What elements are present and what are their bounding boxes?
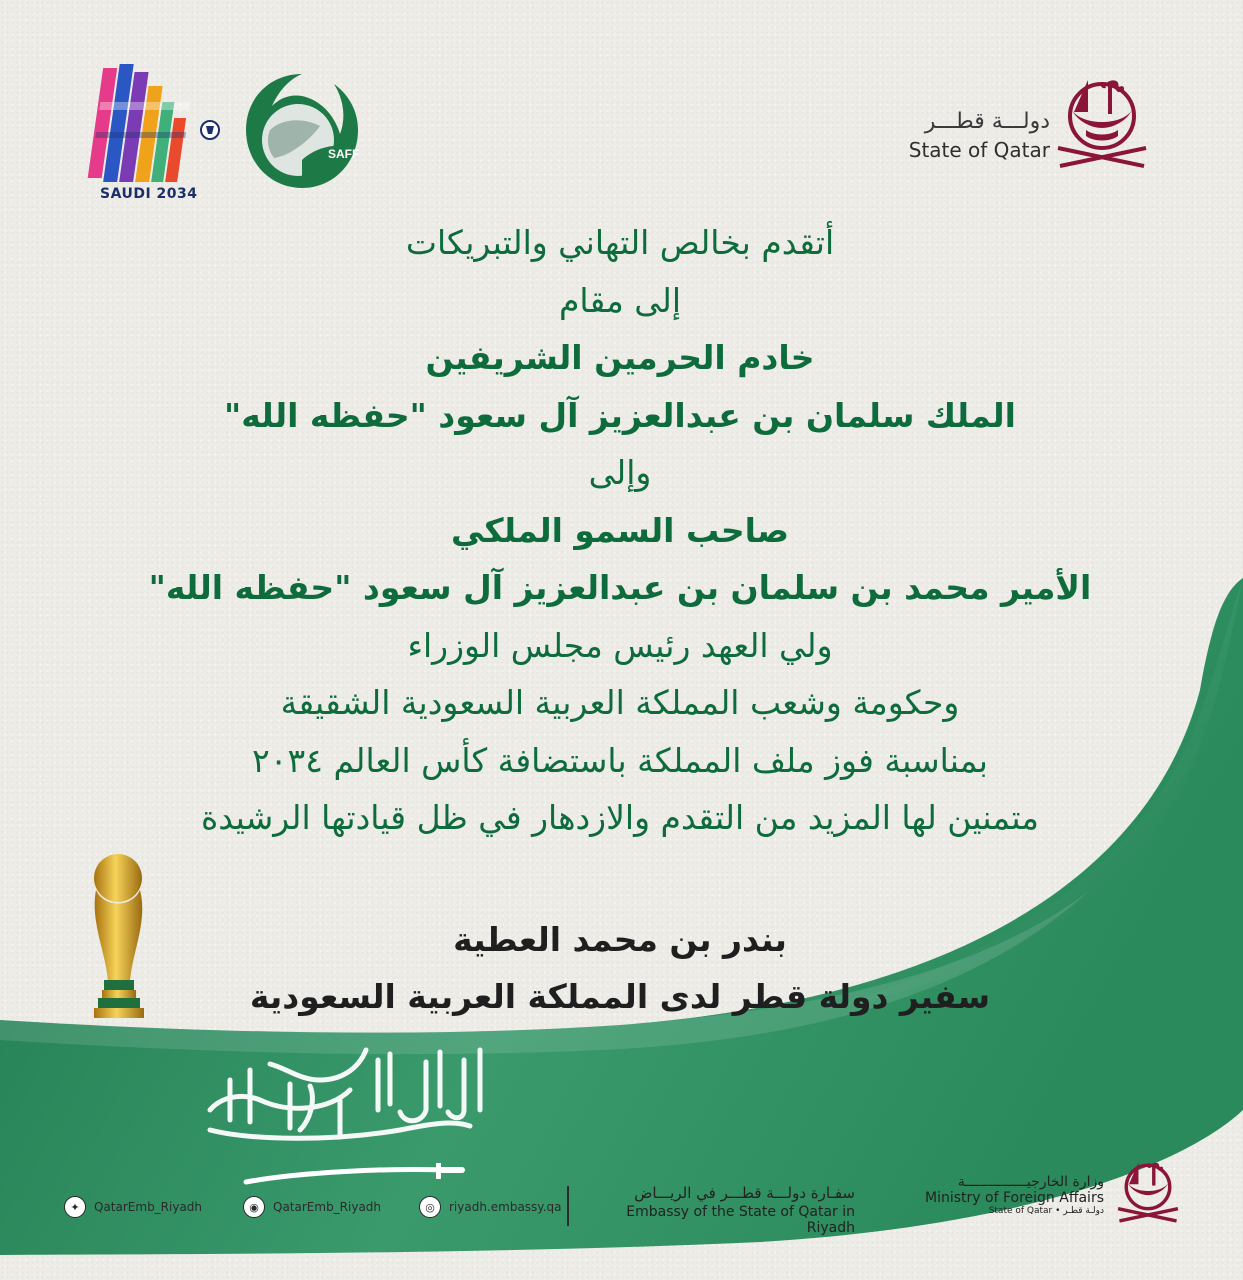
qatar-emblem-icon <box>1052 70 1152 174</box>
instagram-handle-text: QatarEmb_Riyadh <box>273 1200 382 1214</box>
letter-line-1: أتقدم بخالص التهاني والتبريكات <box>405 223 835 262</box>
twitter-handle[interactable] <box>64 1194 202 1220</box>
mofa-subtitle: State of Qatar • دولـة قطـر <box>988 1206 1104 1216</box>
world-cup-2034-logo-text: SAUDI 2034 <box>100 186 198 202</box>
website-text: riyadh.embassy.qa <box>449 1200 562 1214</box>
congratulation-letter <box>120 214 1120 1026</box>
embassy-block <box>585 1184 855 1236</box>
signature-name: بندر بن محمد العطية <box>453 919 787 959</box>
letter-line-2: إلى مقام <box>558 280 682 320</box>
letter-line-6: صاحب السمو الملكي <box>451 510 789 550</box>
instagram-icon: ◉ <box>243 1196 265 1218</box>
twitter-handle-text: QatarEmb_Riyadh <box>94 1200 203 1214</box>
world-cup-trophy-icon <box>80 852 158 1022</box>
instagram-handle[interactable] <box>243 1194 381 1220</box>
globe-icon: ◎ <box>419 1196 441 1218</box>
saff-logo <box>240 70 364 194</box>
letter-line-3: خادم الحرمين الشريفين <box>425 338 815 377</box>
mofa-arabic: وزارة الخارجيـــــــــــــــة <box>957 1174 1104 1190</box>
footer-divider <box>567 1186 569 1226</box>
saudi-flag-calligraphy <box>190 1040 490 1155</box>
embassy-arabic: سفـارة دولـــة قطـــر في الريـــاض <box>634 1184 855 1202</box>
twitter-icon: ✦ <box>64 1196 86 1218</box>
embassy-english: Embassy of the State of Qatar in Riyadh <box>626 1204 855 1236</box>
letter-line-10: بمناسبة فوز ملف المملكة باستضافة كأس العالم ٢٠٣٤ <box>252 740 988 780</box>
letter-line-8: ولي العهد رئيس مجلس الوزراء <box>407 625 833 665</box>
saudi-flag-sword <box>240 1160 465 1190</box>
state-of-qatar-heading <box>900 110 1050 162</box>
mofa-english: Ministry of Foreign Affairs <box>925 1190 1104 1206</box>
qatar-emblem-small-icon <box>1114 1154 1182 1228</box>
letter-line-9: وحكومة وشعب المملكة العربية السعودية الشقيقة <box>280 683 960 722</box>
svg-text:SAFF: SAFF <box>328 147 360 161</box>
state-of-qatar-arabic: دولـــة قطـــر <box>924 109 1050 134</box>
signature-title: سفير دولة قطر لدى المملكة العربية السعودية <box>249 977 991 1016</box>
state-of-qatar-english: State of Qatar <box>908 138 1050 163</box>
letter-line-11: متمنين لها المزيد من التقدم والازدهار في ظل قيادتها الرشيدة <box>201 798 1039 837</box>
letter-line-4: الملك سلمان بن عبدالعزيز آل سعود "حفظه الله" <box>224 395 1016 435</box>
website-link[interactable] <box>419 1194 561 1220</box>
letter-line-7: الأمير محمد بن سلمان بن عبدالعزيز آل سعود "حفظه الله" <box>148 568 1092 607</box>
mofa-block <box>920 1174 1104 1216</box>
letter-line-5: وإلى <box>588 453 652 492</box>
